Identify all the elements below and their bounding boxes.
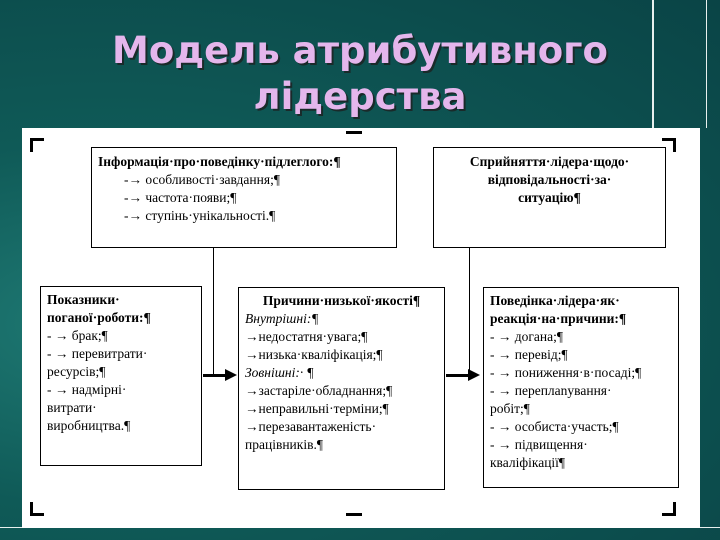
box-leader-behavior [483, 287, 679, 488]
box-leader-perception [433, 147, 666, 248]
list-item: -→ особливості·завдання;¶ [124, 172, 280, 187]
box-text-line: відповідальності·за· [487, 172, 612, 187]
list-item: - → перевитрати· [47, 346, 148, 361]
box-heading: Причини·низької·якості¶ [262, 293, 421, 308]
list-item: - → особиста·участь;¶ [490, 419, 619, 434]
list-item: →низька·кваліфікація;¶ [245, 347, 383, 362]
connector-line [469, 247, 470, 375]
list-item: - → переплanування· [490, 383, 612, 398]
arrow-right-icon [225, 369, 237, 381]
list-item: - → надмірні· [47, 382, 127, 397]
connector-line [213, 247, 214, 375]
crop-mark [30, 138, 33, 152]
crop-mark [662, 513, 676, 516]
list-item: →перезавантаженість· [245, 419, 377, 434]
internal-label: Внутрішні:¶ [245, 311, 319, 326]
crop-mark [346, 131, 362, 134]
box-heading: Показники· [47, 292, 120, 307]
list-item: ресурсів;¶ [47, 364, 106, 379]
list-item: →недостатня·увага;¶ [245, 329, 368, 344]
external-label: Зовнішні:· ¶ [245, 365, 314, 380]
box-text-line: Сприйняття·лідера·щодо· [469, 154, 630, 169]
box-heading: Поведінка·лідера·як· [490, 293, 620, 308]
box-heading: поганої·роботи:¶ [47, 310, 151, 325]
box-poor-performance-indicators [40, 286, 202, 466]
list-item: -→ ступінь·унікальності.¶ [124, 208, 276, 223]
crop-mark [346, 513, 362, 516]
crop-mark [673, 138, 676, 152]
list-item: - → пониження·в·посаді;¶ [490, 365, 642, 380]
title-line-2: лідерства [253, 75, 467, 118]
list-item: →неправильні·терміни;¶ [245, 401, 389, 416]
arrow-shaft [203, 374, 225, 377]
list-item: робіт;¶ [490, 401, 530, 416]
arrow-right-icon [468, 369, 480, 381]
box-subordinate-info [91, 147, 397, 248]
box-text-line: ситуацію¶ [518, 190, 581, 205]
box-heading: реакція·на·причини:¶ [490, 311, 627, 326]
arrow-shaft [446, 374, 468, 377]
list-item: витрати· [47, 400, 97, 415]
list-item: кваліфікації¶ [490, 455, 566, 470]
list-item: - → перевід;¶ [490, 347, 568, 362]
slide-title [0, 28, 720, 120]
list-item: - → догана;¶ [490, 329, 563, 344]
list-item: - → підвищення· [490, 437, 588, 452]
diagram-panel [22, 128, 700, 528]
list-item: працівників.¶ [245, 437, 323, 452]
list-item: виробництва.¶ [47, 418, 131, 433]
box-heading: Інформація·про·поведінку·підлеглого:¶ [98, 154, 341, 169]
crop-mark [30, 513, 44, 516]
box-low-quality-causes [238, 287, 445, 490]
list-item: →застаріле·обладнання;¶ [245, 383, 393, 398]
title-line-1: Модель атрибутивного [112, 29, 608, 72]
list-item: - → брак;¶ [47, 328, 108, 343]
list-item: -→ частота·появи;¶ [124, 190, 237, 205]
